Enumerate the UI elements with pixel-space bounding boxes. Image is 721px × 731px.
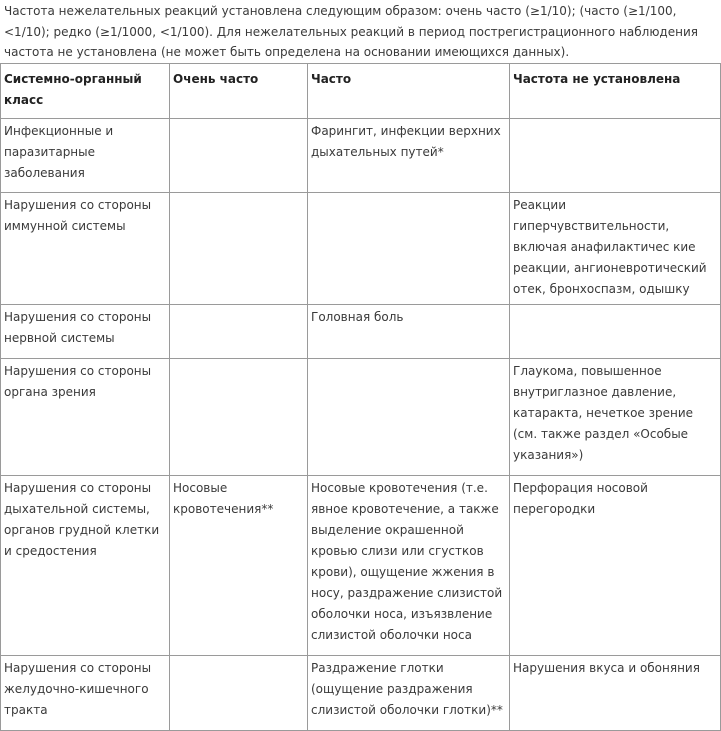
- cell-very-often: [170, 305, 308, 359]
- table-header-row: [1, 64, 721, 119]
- cell-often: Раздражение глотки (ощущение раздражения слизистой оболочки глотки)**: [308, 656, 510, 731]
- header-very-often: Очень часто: [170, 64, 308, 119]
- table-row: [1, 305, 721, 359]
- header-organ-class: Системно-органный класс: [1, 64, 170, 119]
- cell-often: [308, 193, 510, 305]
- cell-unknown: Перфорация носовой перегородки: [510, 476, 721, 656]
- cell-unknown: Глаукома, повышенное внутриглазное давление, катаракта, нечеткое зрение (см. также раздел «Особые указания»): [510, 359, 721, 476]
- cell-often: Фарингит, инфекции верхних дыхательных путей*: [308, 119, 510, 193]
- cell-very-often: [170, 359, 308, 476]
- cell-unknown: Реакции гиперчувствительности, включая анафилактичес кие реакции, ангионевротический отек, бронхоспазм, одышку: [510, 193, 721, 305]
- cell-very-often: [170, 119, 308, 193]
- cell-organ-class: Нарушения со стороны иммунной системы: [1, 193, 170, 305]
- cell-unknown: Нарушения вкуса и обоняния: [510, 656, 721, 731]
- cell-unknown: [510, 119, 721, 193]
- table-row: [1, 193, 721, 305]
- adverse-reactions-table: [0, 63, 721, 731]
- header-unknown: Частота не установлена: [510, 64, 721, 119]
- cell-often: Носовые кровотечения (т.е. явное кровотечение, а также выделение окрашенной кровью слизи или сгустков крови), ощущение жжения в носу, раздражение слизистой оболочки носа, изъязвление слизистой оболочки носа: [308, 476, 510, 656]
- cell-organ-class: Нарушения со стороны дыхательной системы, органов грудной клетки и средостения: [1, 476, 170, 656]
- cell-very-often: Носовые кровотечения**: [170, 476, 308, 656]
- table-row: [1, 656, 721, 731]
- cell-organ-class: Инфекционные и паразитарные заболевания: [1, 119, 170, 193]
- cell-unknown: [510, 305, 721, 359]
- cell-often: Головная боль: [308, 305, 510, 359]
- cell-organ-class: Нарушения со стороны органа зрения: [1, 359, 170, 476]
- cell-very-often: [170, 656, 308, 731]
- cell-often: [308, 359, 510, 476]
- table-row: [1, 476, 721, 656]
- cell-very-often: [170, 193, 308, 305]
- cell-organ-class: Нарушения со стороны нервной системы: [1, 305, 170, 359]
- table-row: [1, 119, 721, 193]
- cell-organ-class: Нарушения со стороны желудочно-кишечного тракта: [1, 656, 170, 731]
- intro-paragraph: Частота нежелательных реакций установлена следующим образом: очень часто (≥1/10); (часто (≥1/100, <1/10); редко (≥1/1000, <1/100). Для нежелательных реакций в период пострегистрационного наблюдения частота не установлена (не может быть определена на основании имеющихся данных).: [4, 4, 698, 59]
- header-often: Часто: [308, 64, 510, 119]
- table-row: [1, 359, 721, 476]
